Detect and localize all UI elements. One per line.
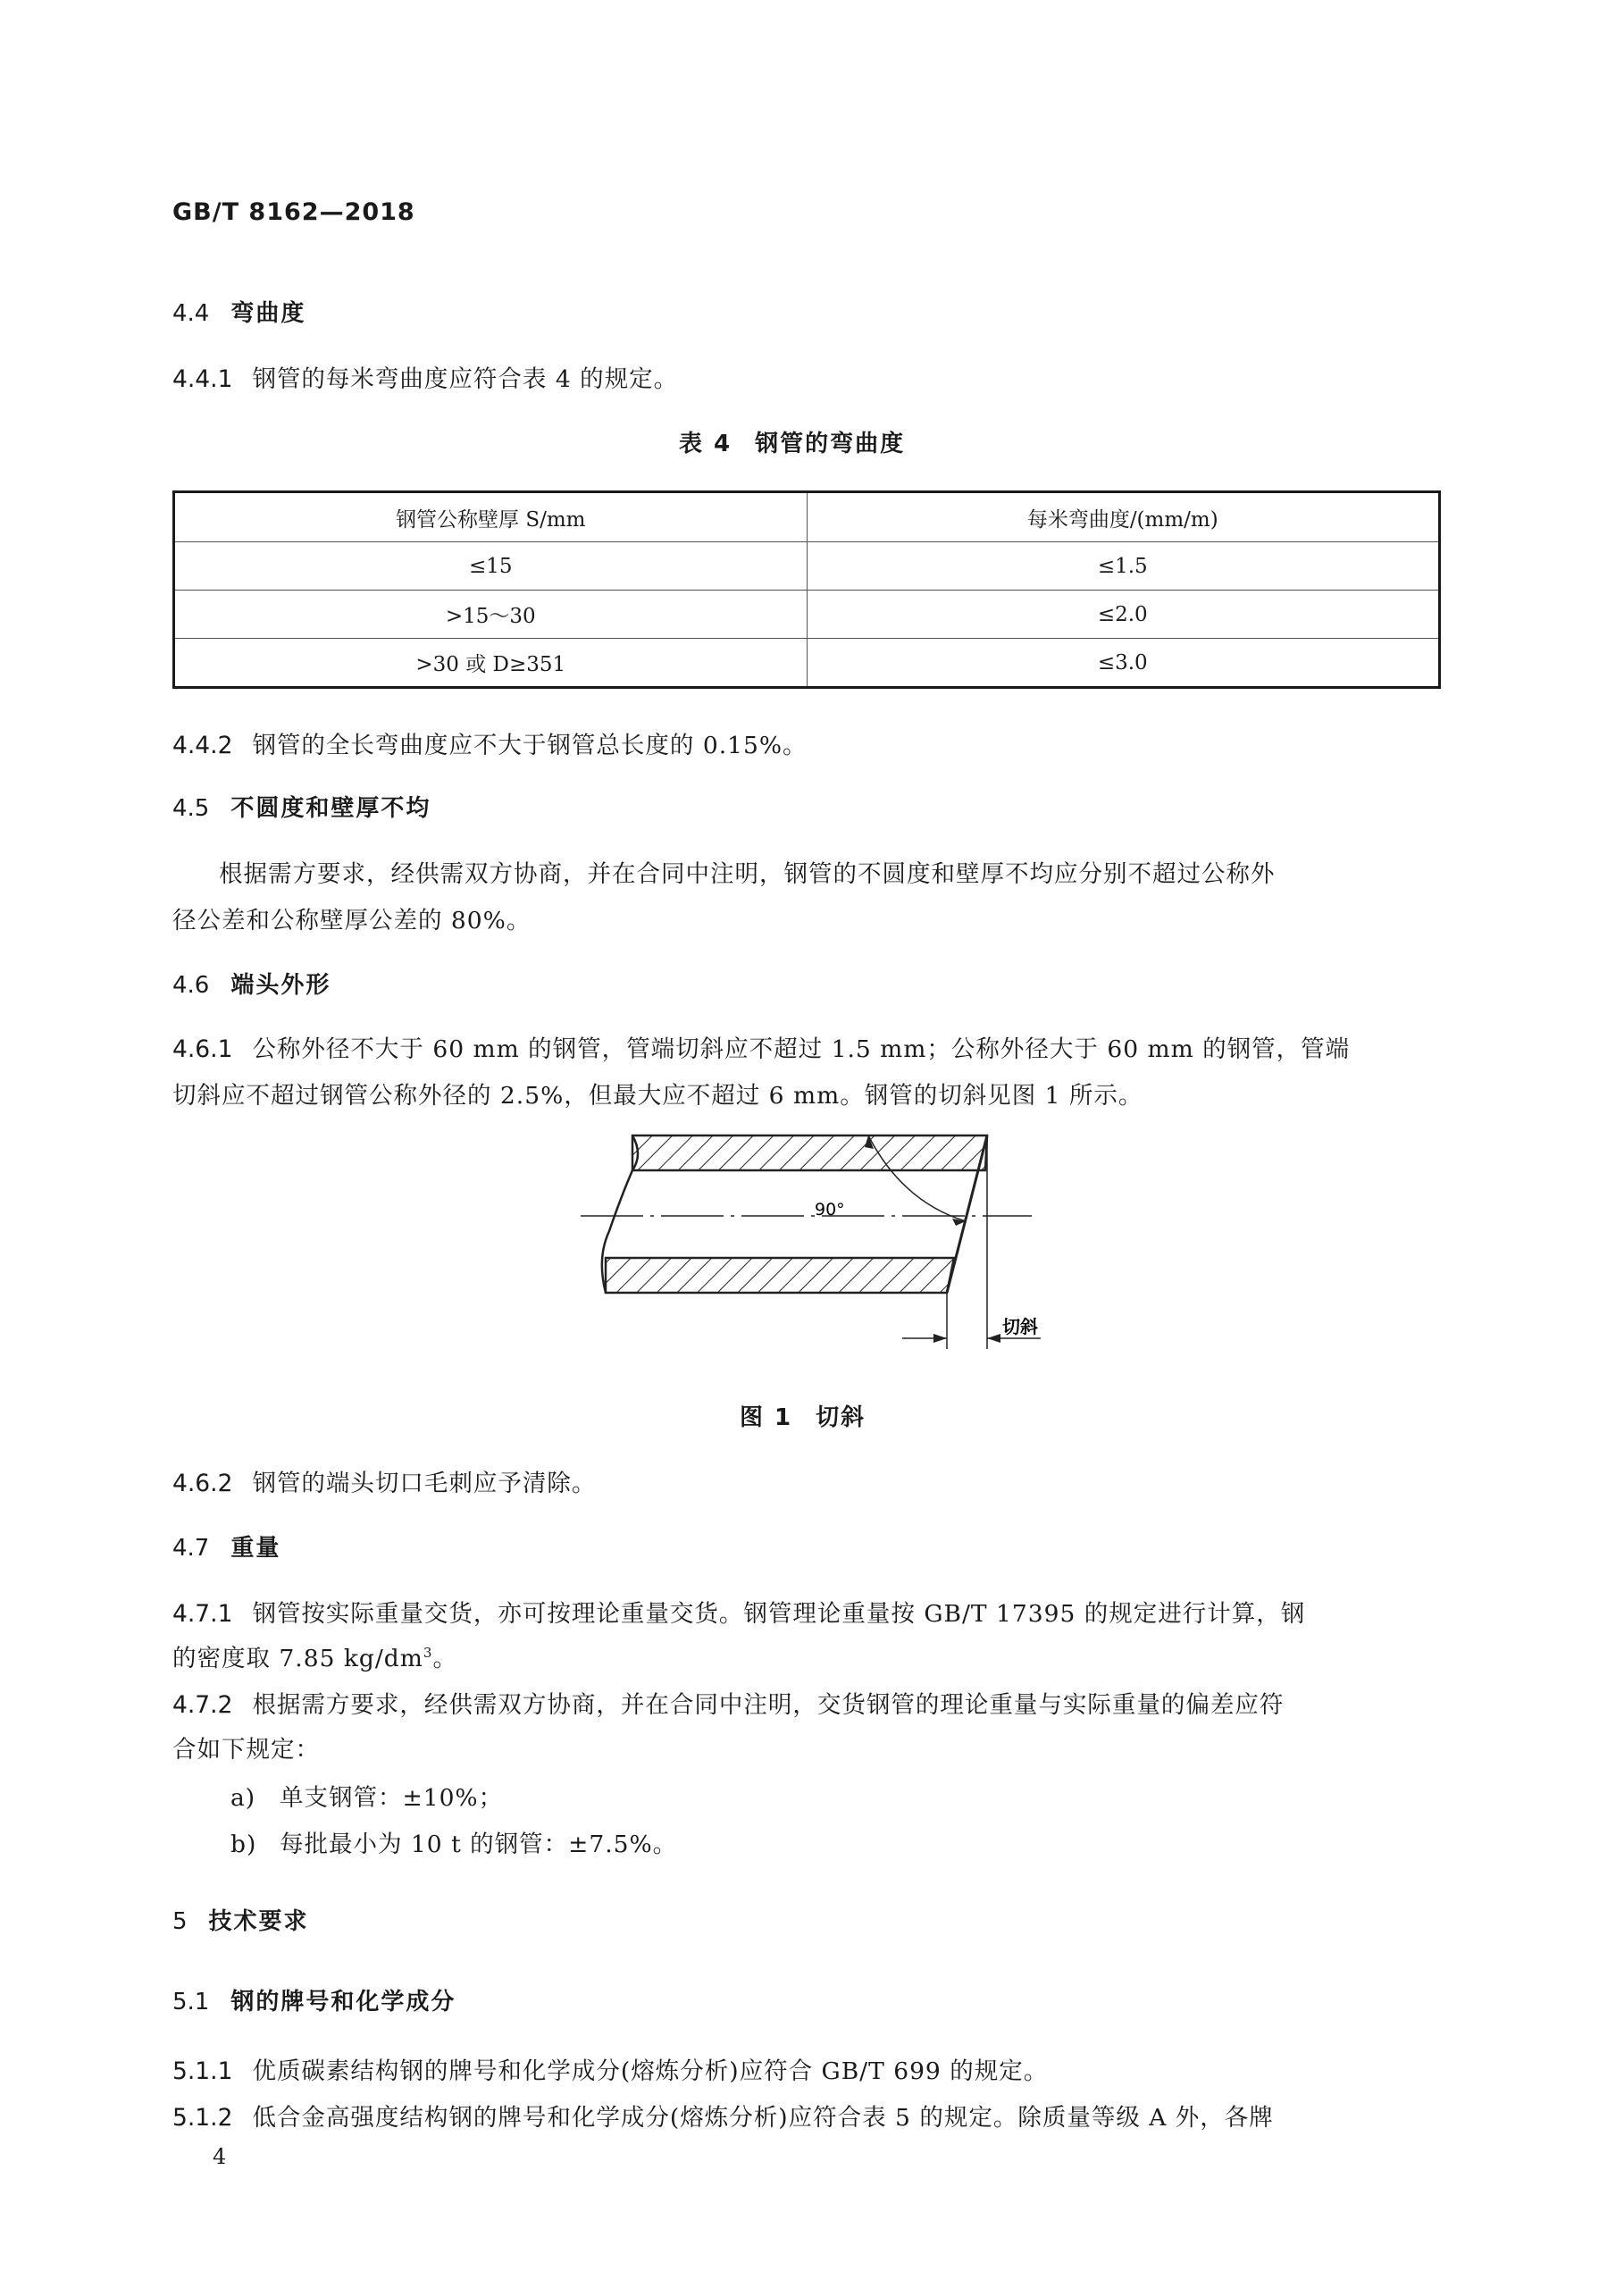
clause-text: 钢管的全长弯曲度应不大于钢管总长度的 0.15%。 [252, 732, 808, 759]
clause-text: 根据需方要求，经供需双方协商，并在合同中注明，交货钢管的理论重量与实际重量的偏差应符 [252, 1691, 1285, 1719]
section-number: 5 [172, 1908, 188, 1935]
clause-text: 优质碳素结构钢的牌号和化学成分(熔炼分析)应符合 GB/T 699 的规定。 [252, 2057, 1049, 2085]
section-number: 4.5 [172, 795, 210, 822]
list-item [230, 1824, 677, 1859]
clause-4-6-1-line2: 切斜应不超过钢管公称外径的 2.5%，但最大应不超过 6 mm。钢管的切斜见图 1 所示。 [172, 1082, 1143, 1110]
header-wall-thickness: 钢管公称壁厚 S/mm [174, 492, 808, 542]
clause-number: 4.4.1 [172, 365, 233, 393]
list-item-text: 单支钢管：±10%； [280, 1784, 504, 1812]
figure-caption-title: 切斜 [816, 1404, 866, 1431]
section-title: 弯曲度 [230, 300, 306, 327]
clause-number: 5.1.2 [172, 2104, 233, 2132]
section-4-6-heading [172, 967, 331, 1000]
clause-text: 钢管的每米弯曲度应符合表 4 的规定。 [252, 365, 679, 393]
section-5-heading [172, 1903, 309, 1936]
section-number: 4.4 [172, 300, 210, 327]
section-title: 钢的牌号和化学成分 [230, 1989, 456, 2015]
section-title: 不圆度和壁厚不均 [230, 795, 431, 822]
section-5-1-heading [172, 1983, 456, 2016]
clause-4-7-2-line2: 合如下规定： [172, 1736, 320, 1764]
clause-4-4-1 [172, 359, 678, 394]
clause-text: 公称外径不大于 60 mm 的钢管，管端切斜应不超过 1.5 mm；公称外径大于 60 mm 的钢管，管端 [252, 1035, 1351, 1063]
superscript: 3 [423, 1645, 433, 1662]
section-number: 4.6 [172, 972, 210, 999]
arrow-icon [933, 1334, 947, 1343]
section-4-7-heading [172, 1529, 280, 1563]
table-row [174, 591, 1440, 639]
section-number: 4.7 [172, 1535, 210, 1562]
table-cell: >30 或 D≥351 [174, 639, 808, 688]
arrow-icon [987, 1334, 1000, 1343]
paragraph-4-5-line1: 根据需方要求，经供需双方协商，并在合同中注明，钢管的不圆度和壁厚不均应分别不超过公称外 [219, 860, 1276, 888]
list-item-label: a) [230, 1784, 256, 1812]
list-item-label: b) [230, 1831, 257, 1858]
bevel-figure [581, 1126, 1045, 1358]
clause-4-7-1-line1 [172, 1594, 1305, 1629]
paragraph-4-5-line2: 径公差和公称壁厚公差的 80%。 [172, 907, 532, 934]
header-bending-per-meter: 每米弯曲度/(mm/m) [807, 492, 1440, 542]
bevel-label: 切斜 [1002, 1316, 1038, 1337]
figure-1-caption [740, 1399, 866, 1432]
clause-text: 低合金高强度结构钢的牌号和化学成分(熔炼分析)应符合表 5 的规定。除质量等级 A 外，各牌 [252, 2104, 1274, 2132]
table-cell: ≤3.0 [807, 639, 1440, 688]
table-caption-title: 钢管的弯曲度 [755, 431, 906, 457]
density-text: 的密度取 7.85 kg/dm [172, 1645, 423, 1672]
clause-number: 4.4.2 [172, 732, 233, 759]
clause-number: 4.6.1 [172, 1035, 233, 1063]
clause-text: 钢管按实际重量交货，亦可按理论重量交货。钢管理论重量按 GB/T 17395 的规定进行计算，钢 [252, 1600, 1306, 1628]
clause-number: 4.7.2 [172, 1691, 233, 1719]
table-cell: >15～30 [174, 591, 808, 639]
angle-label: 90° [815, 1200, 845, 1219]
section-title: 技术要求 [208, 1908, 309, 1935]
table-4-caption [679, 425, 905, 458]
clause-number: 4.7.1 [172, 1600, 233, 1628]
table-header-row [174, 492, 1440, 542]
clause-4-4-2 [172, 725, 808, 760]
table-cell: ≤2.0 [807, 591, 1440, 639]
standard-code: GB/T 8162—2018 [172, 198, 415, 226]
table-row [174, 542, 1440, 591]
list-item [230, 1778, 503, 1813]
clause-number: 5.1.1 [172, 2057, 233, 2085]
table-row [174, 639, 1440, 688]
section-title: 重量 [230, 1535, 281, 1562]
section-4-4-heading [172, 295, 306, 328]
clause-4-6-1-line1 [172, 1029, 1350, 1064]
figure-caption-number: 图 1 [740, 1404, 793, 1431]
list-item-text: 每批最小为 10 t 的钢管：±7.5%。 [280, 1831, 678, 1858]
table-cell: ≤1.5 [807, 542, 1440, 591]
table-caption-number: 表 4 [679, 431, 732, 457]
pipe-bottom-wall [606, 1258, 954, 1293]
clause-4-7-1-line2 [172, 1638, 457, 1673]
clause-5-1-1 [172, 2051, 1048, 2086]
pipe-top-wall [632, 1135, 987, 1170]
clause-number: 4.6.2 [172, 1470, 233, 1497]
clause-4-6-2 [172, 1463, 596, 1498]
table-cell: ≤15 [174, 542, 808, 591]
clause-text: 钢管的端头切口毛刺应予清除。 [252, 1470, 597, 1497]
sentence-end: 。 [432, 1645, 457, 1672]
section-4-5-heading [172, 790, 431, 823]
bending-table [172, 490, 1441, 689]
page-number: 4 [213, 2144, 227, 2169]
clause-5-1-2 [172, 2098, 1274, 2133]
section-number: 5.1 [172, 1989, 210, 2015]
clause-4-7-2-line1 [172, 1685, 1284, 1720]
section-title: 端头外形 [230, 972, 331, 999]
